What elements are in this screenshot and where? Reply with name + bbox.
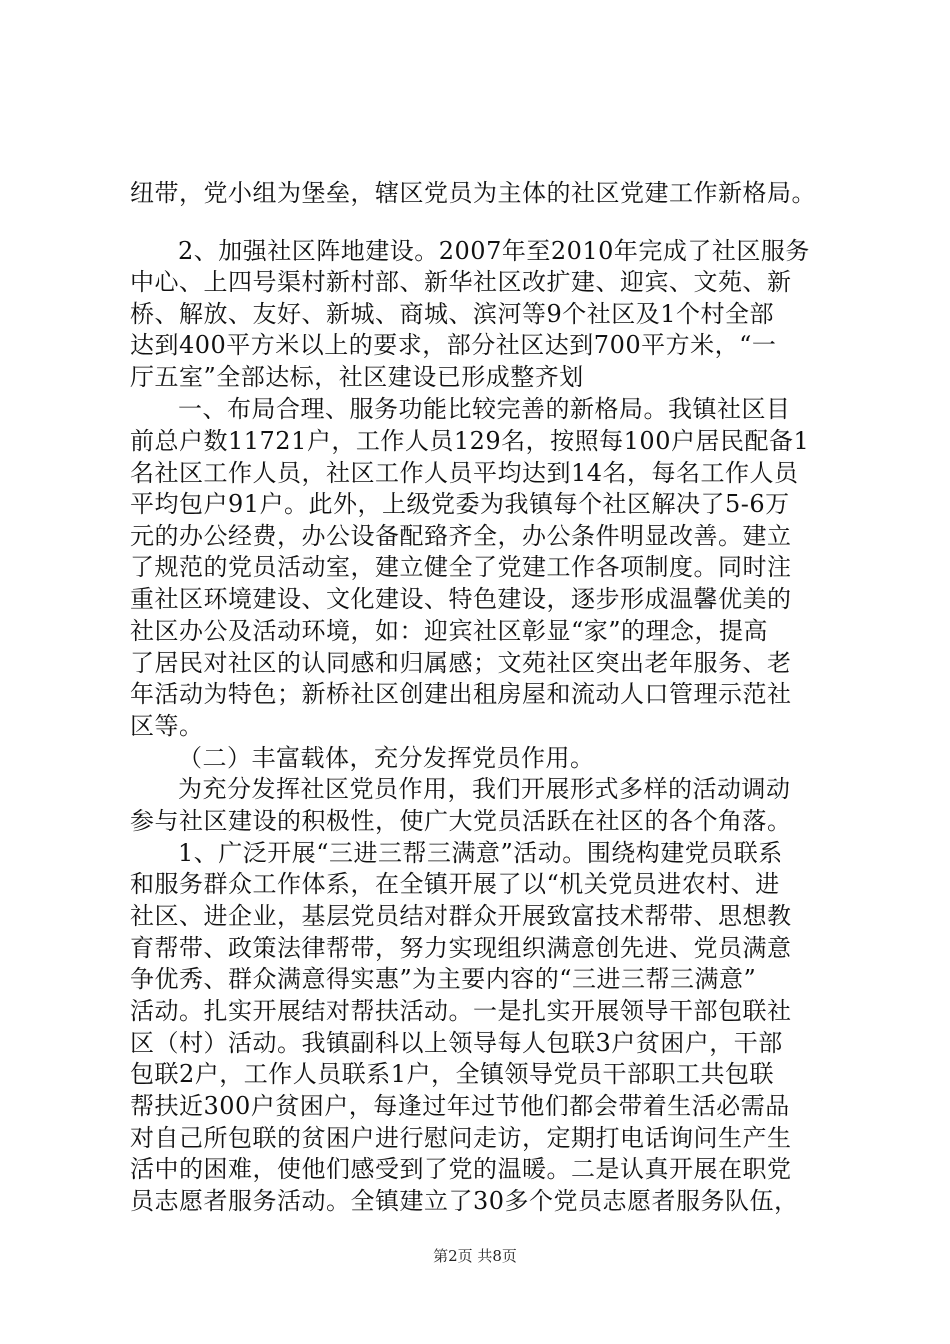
text-line: 年活动为特色；新桥社区创建出租房屋和流动人口管理示范社 xyxy=(130,680,792,708)
text-line: 为充分发挥社区党员作用，我们开展形式多样的活动调动 xyxy=(178,775,791,803)
text-line: 1、广泛开展“三进三帮三满意”活动。围绕构建党员联系 xyxy=(178,839,783,867)
page-footer: 第2页 共8页 xyxy=(433,1247,517,1265)
text-line: 帮扶近300户贫困户，每逢过年过节他们都会带着生活必需品 xyxy=(130,1092,790,1120)
text-line: 员志愿者服务活动。全镇建立了30多个党员志愿者服务队伍， xyxy=(130,1187,799,1215)
text-line: 活中的困难，使他们感受到了党的温暖。二是认真开展在职党 xyxy=(130,1155,792,1183)
text-line: 争优秀、群众满意得实惠”为主要内容的“三进三帮三满意” xyxy=(130,965,757,993)
text-line: 区（村）活动。我镇副科以上领导每人包联3户贫困户，干部 xyxy=(130,1029,783,1057)
text-line: 社区办公及活动环境，如：迎宾社区彰显“家”的理念，提高 xyxy=(130,617,769,645)
text-line: 中心、上四号渠村新村部、新华社区改扩建、迎宾、文苑、新 xyxy=(130,268,792,296)
text-line: 达到400平方米以上的要求，部分社区达到700平方米，“一 xyxy=(130,331,777,359)
text-line: 参与社区建设的积极性，使广大党员活跃在社区的各个角落。 xyxy=(130,807,792,835)
text-line: 和服务群众工作体系，在全镇开展了以“机关党员进农村、进 xyxy=(130,870,780,898)
text-line: 元的办公经费，办公设备配臵齐全，办公条件明显改善。建立 xyxy=(130,522,792,550)
text-line: 对自己所包联的贫困户进行慰问走访，定期打电话询问生产生 xyxy=(130,1124,792,1152)
text-line: 活动。扎实开展结对帮扶活动。一是扎实开展领导干部包联社 xyxy=(130,997,792,1025)
text-line: 平均包户91户。此外，上级党委为我镇每个社区解决了5-6万 xyxy=(130,490,790,518)
text-line: 了居民对社区的认同感和归属感；文苑社区突出老年服务、老 xyxy=(130,649,792,677)
text-line: 了规范的党员活动室，建立健全了党建工作各项制度。同时注 xyxy=(130,553,792,581)
text-line: 前总户数11721户，工作人员129名，按照每100户居民配备1 xyxy=(130,427,810,455)
text-line: 社区、进企业，基层党员结对群众开展致富技术帮带、思想教 xyxy=(130,902,792,930)
text-line: 重社区环境建设、文化建设、特色建设，逐步形成温馨优美的 xyxy=(130,585,792,613)
text-line: 一、布局合理、服务功能比较完善的新格局。我镇社区目 xyxy=(178,395,791,423)
text-line: 桥、解放、友好、新城、商城、滨河等9个社区及1个村全部 xyxy=(130,300,775,328)
text-line: 区等。 xyxy=(130,712,204,740)
text-line: 名社区工作人员，社区工作人员平均达到14名，每名工作人员 xyxy=(130,459,799,487)
text-line: 纽带，党小组为堡垒，辖区党员为主体的社区党建工作新格局。 xyxy=(130,179,816,207)
section-heading: （二）丰富载体，充分发挥党员作用。 xyxy=(178,744,595,772)
text-line: 包联2户，工作人员联系1户，全镇领导党员干部职工共包联 xyxy=(130,1060,775,1088)
text-line: 厅五室”全部达标，社区建设已形成整齐划 xyxy=(130,363,584,391)
text-line: 2、加强社区阵地建设。2007年至2010年完成了社区服务 xyxy=(178,237,810,265)
text-line: 育帮带、政策法律帮带，努力实现组织满意创先进、党员满意 xyxy=(130,934,792,962)
